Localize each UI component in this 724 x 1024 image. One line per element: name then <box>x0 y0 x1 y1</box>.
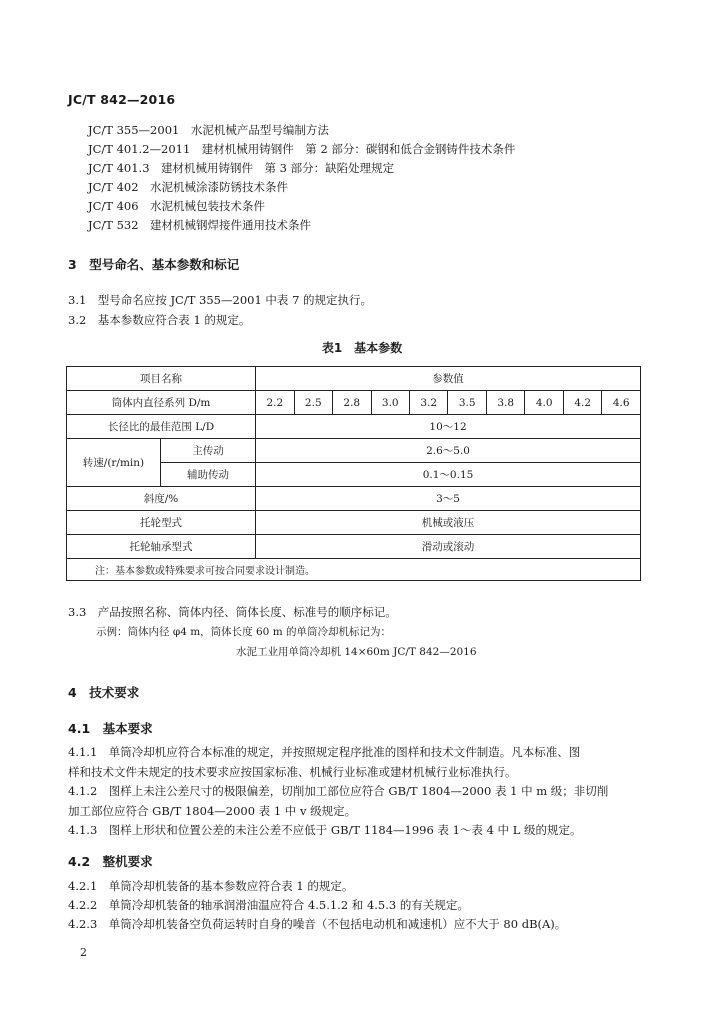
table-header-row <box>67 367 641 391</box>
clause-4-1-2-line1: 4.1.2 图样上未注公差尺寸的极限偏差，切削加工部位应符合 GB/T 1804—2000 表 1 中 m 级；非切削 <box>68 784 609 798</box>
main-drive-value: 2.6～5.0 <box>256 439 641 463</box>
table-row <box>67 439 641 463</box>
diameter-value: 3.8 <box>486 391 524 415</box>
row-label-main-drive: 主传动 <box>160 439 255 463</box>
clause-4-2-1: 4.2.1 单筒冷却机装备的基本参数应符合表 1 的规定。 <box>68 879 354 893</box>
row-label-ratio: 长径比的最佳范围 L/D <box>67 415 256 439</box>
row-label-aux-drive: 辅助传动 <box>160 463 255 487</box>
table-row <box>67 535 641 559</box>
diameter-value: 2.8 <box>333 391 371 415</box>
clause-4-1-1-line2: 样和技术文件未规定的技术要求应按国家标准、机械行业标准或建材机械行业标准执行。 <box>68 765 517 779</box>
diameter-value: 4.2 <box>563 391 601 415</box>
table-row <box>67 487 641 511</box>
header-param-value: 参数值 <box>256 367 641 391</box>
reference-item: JC/T 406 水泥机械包装技术条件 <box>88 199 266 213</box>
bearing-type-value: 滑动或滚动 <box>256 535 641 559</box>
clause-4-1-2-line2: 加工部位应符合 GB/T 1804—2000 表 1 中 v 级规定。 <box>68 804 357 818</box>
clause-3-3: 3.3 产品按照名称、筒体内径、筒体长度、标准号的顺序标记。 <box>68 605 397 619</box>
table-note-row <box>67 559 641 581</box>
slope-value: 3～5 <box>256 487 641 511</box>
diameter-value: 2.2 <box>256 391 294 415</box>
header-item-name: 项目名称 <box>67 367 256 391</box>
row-label-diameter: 筒体内直径系列 D/m <box>67 391 256 415</box>
gear-type-value: 机械或液压 <box>256 511 641 535</box>
reference-item: JC/T 532 建材机械钢焊接件通用技术条件 <box>88 218 312 232</box>
table-row <box>67 511 641 535</box>
row-label-bearing-type: 托轮轴承型式 <box>67 535 256 559</box>
clause-4-1-3: 4.1.3 图样上形状和位置公差的未注公差不应低于 GB/T 1184—1996 表 1～表 4 中 L 级的规定。 <box>68 823 582 837</box>
section-3-heading: 3 型号命名、基本参数和标记 <box>68 257 240 272</box>
clause-4-2-3: 4.2.3 单筒冷却机装备空负荷运转时自身的噪音（不包括电动机和减速机）应不大于 80 dB(A)。 <box>68 917 567 931</box>
reference-item: JC/T 355—2001 水泥机械产品型号编制方法 <box>88 123 329 137</box>
ratio-value: 10～12 <box>256 415 641 439</box>
example-mark: 水泥工业用单筒冷却机 14×60m JC/T 842—2016 <box>236 646 477 658</box>
diameter-value: 2.5 <box>294 391 332 415</box>
diameter-value: 3.0 <box>371 391 409 415</box>
example-text: 示例：筒体内径 φ4 m，筒体长度 60 m 的单筒冷却机标记为： <box>96 626 391 638</box>
row-label-speed: 转速/(r/min) <box>67 439 161 487</box>
diameter-value: 3.5 <box>448 391 486 415</box>
table-row <box>67 391 641 415</box>
reference-item: JC/T 402 水泥机械涂漆防锈技术条件 <box>88 180 289 194</box>
clause-3-1: 3.1 型号命名应按 JC/T 355—2001 中表 7 的规定执行。 <box>68 293 373 307</box>
row-label-slope: 斜度/% <box>67 487 256 511</box>
diameter-value: 4.6 <box>602 391 641 415</box>
clause-4-2-2: 4.2.2 单筒冷却机装备的轴承润滑油温应符合 4.5.1.2 和 4.5.3 的有关规定。 <box>68 898 469 912</box>
diameter-value: 4.0 <box>525 391 563 415</box>
clause-4-1-1-line1: 4.1.1 单筒冷却机应符合本标准的规定，并按照规定程序批准的图样和技术文件制造。凡本标准、图 <box>68 745 581 759</box>
row-label-gear-type: 托轮型式 <box>67 511 256 535</box>
diameter-value: 3.2 <box>409 391 447 415</box>
section-4-2-heading: 4.2 整机要求 <box>68 854 153 869</box>
clause-3-2: 3.2 基本参数应符合表 1 的规定。 <box>68 313 251 327</box>
table-note: 注：基本参数或特殊要求可按合同要求设计制造。 <box>67 559 641 581</box>
reference-item: JC/T 401.3 建材机械用铸钢件 第 3 部分：缺陷处理规定 <box>88 161 395 175</box>
section-4-1-heading: 4.1 基本要求 <box>68 721 153 736</box>
standard-code-header: JC/T 842—2016 <box>68 92 176 107</box>
basic-parameters-table <box>66 366 641 581</box>
aux-drive-value: 0.1～0.15 <box>256 463 641 487</box>
table-row <box>67 415 641 439</box>
reference-item: JC/T 401.2—2011 建材机械用铸钢件 第 2 部分：碳钢和低合金钢铸件技术条件 <box>88 142 516 156</box>
section-4-heading: 4 技术要求 <box>68 685 140 700</box>
page-number: 2 <box>80 946 87 959</box>
table-caption: 表1 基本参数 <box>321 341 403 355</box>
